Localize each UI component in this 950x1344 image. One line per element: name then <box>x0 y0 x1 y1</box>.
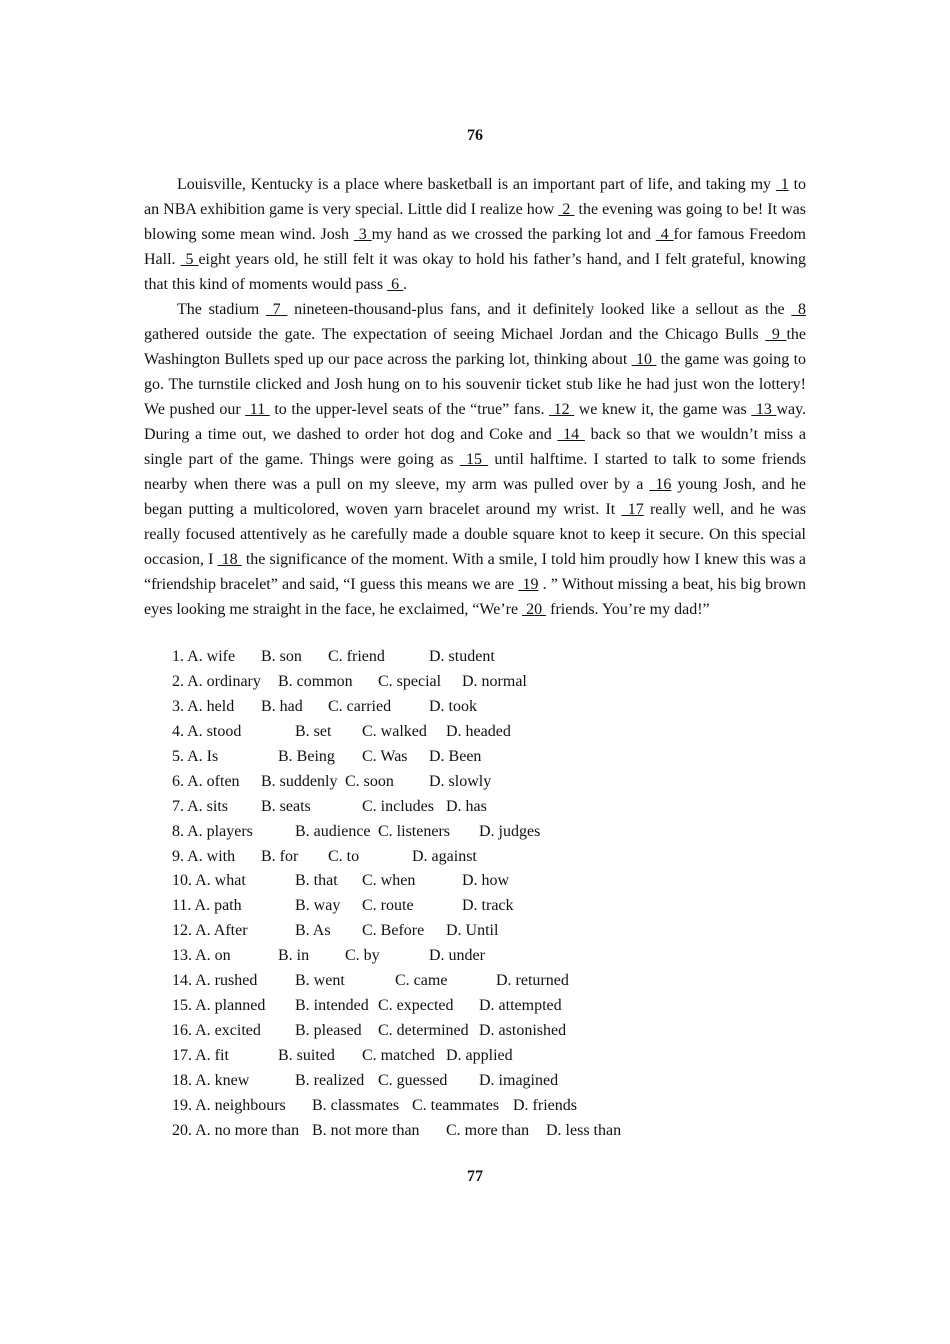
option-c: C. listeners <box>378 822 450 840</box>
option-b: B. in <box>278 947 310 965</box>
option-c: C. special <box>378 672 442 690</box>
option-c: C. includes <box>362 797 434 815</box>
passage-text: eight years old, he still felt it was okay to hold his father’s hand, and I felt grateful, knowing that this kind of moments would pass <box>144 251 807 293</box>
option-b: B. had <box>261 697 303 715</box>
blank: 13 <box>751 401 777 418</box>
option-a: 12. A. After <box>172 922 248 940</box>
option-a: 18. A. knew <box>172 1071 250 1089</box>
passage-text: back so that we wouldn’t miss a single part of the game. Things were going as <box>144 426 806 468</box>
option-d: D. Been <box>429 747 482 765</box>
option-b: B. seats <box>261 797 311 815</box>
blank: 15 <box>459 451 489 468</box>
option-b: B. intended <box>295 997 369 1015</box>
option-a: 8. A. players <box>172 822 253 840</box>
passage-text: for famous Freedom Hall. <box>144 226 806 268</box>
passage-text: we knew it, the game was <box>574 401 752 418</box>
passage-text: gathered outside the gate. The expectation of seeing Michael Jordan and the Chicago Bulls <box>144 326 766 343</box>
passage-text: to the upper-level seats of the “true” fans. <box>269 401 550 418</box>
option-a: 15. A. planned <box>172 997 266 1015</box>
option-b: B. that <box>295 872 338 890</box>
option-b: B. Being <box>278 747 335 765</box>
passage-text: Louisville, Kentucky is a place where basketball is an important part of life, and taking my <box>177 176 776 193</box>
blank: 14 <box>557 426 585 443</box>
option-c: C. came <box>395 972 448 990</box>
blank: 12 <box>549 401 575 418</box>
blank: 7 <box>265 301 288 318</box>
option-d: D. how <box>462 872 510 890</box>
blank: 4 <box>655 226 674 243</box>
option-d: D. student <box>429 648 495 665</box>
passage-text: The stadium <box>177 301 266 318</box>
option-d: D. applied <box>446 1047 513 1064</box>
option-c: C. carried <box>328 697 392 715</box>
option-a: 11. A. path <box>172 897 242 915</box>
passage-text: the Washington Bullets sped up our pace across the parking lot, thinking about <box>144 326 807 368</box>
option-a: 20. A. no more than <box>172 1121 300 1139</box>
option-d: D. Until <box>446 922 499 940</box>
option-d: D. slowly <box>429 772 492 790</box>
option-b: B. classmates <box>312 1096 400 1114</box>
option-c: C. friend <box>328 648 385 665</box>
option-a: 13. A. on <box>172 947 231 965</box>
option-d: D. against <box>412 847 477 865</box>
blank: 17 <box>621 501 644 518</box>
passage-text: . ” Without missing a beat, his big brown eyes looking me straight in the face, he exclaimed, “We’re <box>144 576 806 618</box>
blank: 8 <box>791 301 807 318</box>
option-c: C. walked <box>362 722 427 740</box>
option-a: 4. A. stood <box>172 722 242 740</box>
option-b: B. As <box>295 922 331 940</box>
option-c: C. determined <box>378 1022 469 1040</box>
option-b: B. son <box>261 648 302 665</box>
blank: 10 <box>631 351 657 368</box>
option-b: B. for <box>261 847 299 865</box>
option-a: 19. A. neighbours <box>172 1096 286 1114</box>
option-a: 2. A. ordinary <box>172 672 261 690</box>
option-d: D. less than <box>546 1121 622 1139</box>
option-c: C. guessed <box>378 1071 448 1089</box>
option-a: 14. A. rushed <box>172 972 258 990</box>
passage-text: the evening was going to be! It was blowing some mean wind. Josh <box>144 201 806 243</box>
passage-text: young Josh, and he began putting a multicolored, woven yarn bracelet around my wrist. It <box>144 476 807 518</box>
blank: 18 <box>217 551 242 568</box>
option-a: 10. A. what <box>172 872 246 890</box>
blank: 16 <box>649 476 672 493</box>
option-d: D. astonished <box>479 1022 567 1040</box>
option-b: B. audience <box>295 822 371 840</box>
paragraph-1 <box>144 172 806 297</box>
option-b: B. suddenly <box>261 772 338 790</box>
option-b: B. went <box>295 972 345 990</box>
option-c: C. when <box>362 872 416 890</box>
option-c: C. more than <box>446 1121 530 1139</box>
option-d: D. headed <box>446 722 511 740</box>
option-b: B. common <box>278 672 353 690</box>
passage-text: the significance of the moment. With a smile, I told him proudly how I knew this was a “friendship bracelet” and said, “I guess this means we are <box>144 551 807 593</box>
option-a: 16. A. excited <box>172 1022 261 1040</box>
option-c: C. to <box>328 847 360 865</box>
page-number-top: 76 <box>467 127 483 144</box>
blank: 20 <box>522 601 547 618</box>
passage-text: friends. You’re my dad!” <box>546 601 710 618</box>
option-d: D. returned <box>496 972 569 990</box>
option-b: B. not more than <box>312 1121 420 1139</box>
option-c: C. expected <box>378 997 454 1015</box>
option-d: D. judges <box>479 822 541 840</box>
blank: 19 <box>518 576 539 593</box>
option-d: D. normal <box>462 672 527 690</box>
option-c: C. route <box>362 897 414 915</box>
blank: 3 <box>353 226 372 243</box>
option-b: B. pleased <box>295 1022 362 1040</box>
passage-text: way. During a time out, we dashed to order hot dog and Coke and <box>144 401 807 443</box>
paragraph-2 <box>144 297 806 622</box>
option-b: B. way <box>295 897 341 915</box>
passage-text: nineteen-thousand-plus fans, and it definitely looked like a sellout as the <box>287 301 792 318</box>
blank: 9 <box>765 326 787 343</box>
option-c: C. by <box>345 947 380 965</box>
option-a: 6. A. often <box>172 772 240 790</box>
passage <box>144 172 806 622</box>
passage-text: the game was going to go. The turnstile clicked and Josh hung on to his souvenir ticket stub like he had just won the lottery! We pushed our <box>144 351 807 418</box>
option-c: C. soon <box>345 772 394 790</box>
option-d: D. has <box>446 797 487 815</box>
passage-text: until halftime. I started to talk to some friends nearby when there was a pull on my sleeve, my arm was pulled over by a <box>144 451 807 493</box>
blank: 11 <box>245 401 270 418</box>
option-a: 1. A. wife <box>172 648 236 665</box>
option-d: D. track <box>462 897 514 915</box>
option-c: C. Was <box>362 747 408 765</box>
option-b: B. realized <box>295 1071 365 1089</box>
option-c: C. Before <box>362 922 425 940</box>
option-c: C. teammates <box>412 1096 500 1114</box>
option-a: 9. A. with <box>172 847 236 865</box>
blank: 2 <box>558 201 575 218</box>
page-number-bottom: 77 <box>467 1168 483 1185</box>
option-a: 7. A. sits <box>172 797 229 815</box>
option-d: D. friends <box>513 1096 577 1114</box>
option-b: B. suited <box>278 1047 335 1064</box>
blank: 5 <box>180 251 199 268</box>
option-d: D. under <box>429 947 485 965</box>
option-d: D. attempted <box>479 997 562 1015</box>
passage-text: to an NBA exhibition game is very special. Little did I realize how <box>144 176 807 218</box>
blank: 1 <box>775 176 789 193</box>
passage-text: my hand as we crossed the parking lot and <box>371 226 656 243</box>
passage-text: really well, and he was really focused attentively as he carefully made a double square knot to keep it secure. On this special occasion, I <box>144 501 807 568</box>
option-a: 17. A. fit <box>172 1047 229 1064</box>
option-c: C. matched <box>362 1047 435 1064</box>
blank: 6 <box>387 276 404 293</box>
option-b: B. set <box>295 722 332 740</box>
passage-text: . <box>403 276 408 293</box>
option-d: D. took <box>429 697 477 715</box>
option-a: 3. A. held <box>172 697 235 715</box>
option-d: D. imagined <box>479 1071 559 1089</box>
option-a: 5. A. Is <box>172 747 219 765</box>
